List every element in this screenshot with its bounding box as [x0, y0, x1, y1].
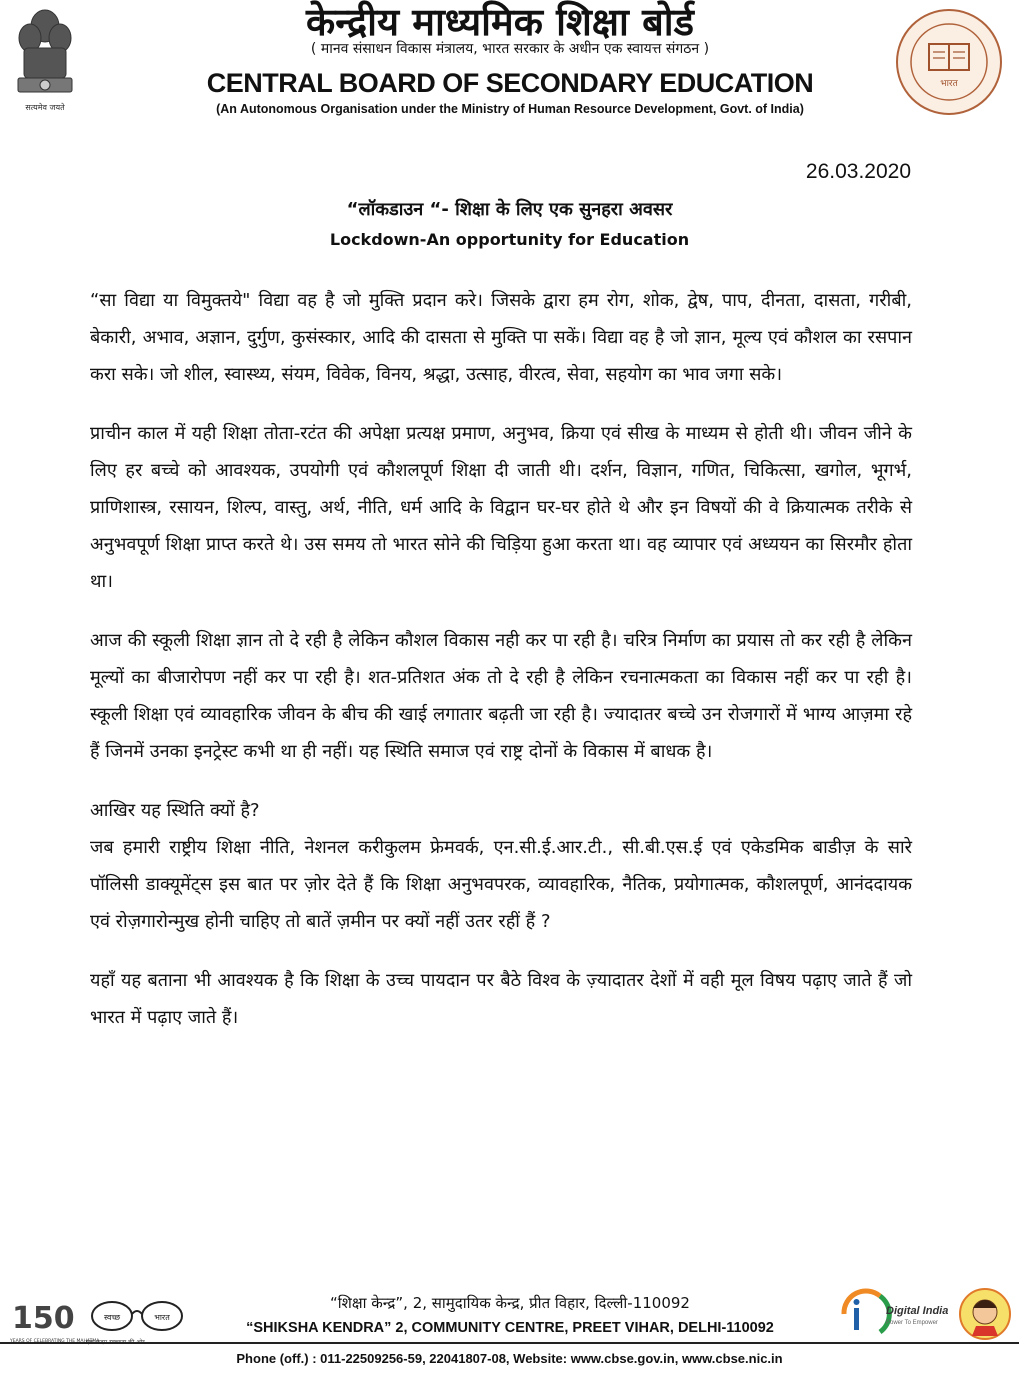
board-subtitle-english: (An Autonomous Organisation under the Ministry of Human Resource Development, Govt. of India) — [216, 102, 804, 116]
gandhi-150-years-logo-icon — [8, 1290, 74, 1350]
article-title-english: Lockdown-An opportunity for Education — [329, 230, 690, 249]
national-emblem-icon — [10, 4, 80, 122]
cbse-seal-icon — [893, 6, 1005, 118]
logo-150-number: 150 — [12, 1301, 75, 1336]
paragraph: प्राचीन काल में यही शिक्षा तोता-रटंत की अपेक्षा प्रत्यक्ष प्रमाण, अनुभव, क्रिया एवं सीख के माध्यम से होती थी। जीवन जीने के लिए हर बच्चे को आवश्यक, उपयोगी एवं कौशलपूर्ण शिक्षा दी जाती थी। दर्शन, विज्ञान, गणित, चिकित्सा, खगोल, भूगर्भ, प्राणिशास्त्र, रसायन, शिल्प, वास्तु, अर्थ, नीति, धर्म आदि के विद्वान घर-घर होते थे और इन विषयों की वे क्रियात्मक तरीके से अनुभवपूर्ण शिक्षा प्राप्त करते थे। उस समय तो भारत सोने की चिड़िया हुआ करता था। वह व्यापार एवं अध्ययन का सिरमौर होता था। — [90, 423, 912, 592]
letter-date: 26.03.2020 — [805, 160, 911, 183]
board-name-hindi: केन्द्रीय माध्यमिक शिक्षा बोर्ड — [306, 0, 694, 44]
swachh-left-text: स्वच्छ — [103, 1313, 121, 1322]
letterhead-footer — [0, 1270, 1019, 1376]
swachh-right-text: भारत — [154, 1313, 170, 1322]
digital-india-text: Digital India — [886, 1305, 949, 1317]
article-body — [90, 282, 912, 1058]
footer-divider — [0, 1342, 1019, 1344]
paragraph: जब हमारी राष्ट्रीय शिक्षा नीति, नेशनल करीकुलम फ्रेमवर्क, एन.सी.ई.आर.टी., सी.बी.एस.ई एवं एकेडमिक बाडीज़ के सारे पॉलिसी डाक्यूमेंट्स इस बात पर ज़ोर देते हैं कि शिक्षा अनुभवपरक, व्यावहारिक, नैतिक, प्रयोगात्मक, कौशलपूर्ण, आनंददायक एवं रोज़गारोन्मुख होनी चाहिए तो बातें ज़मीन पर क्यों नहीं उतर रहीं हैं ? — [90, 837, 912, 932]
paragraph-question: आखिर यह स्थिति क्यों है? — [90, 800, 260, 821]
letterhead — [0, 0, 1019, 130]
paragraph: “सा विद्या या विमुक्तये" विद्या वह है जो मुक्ति प्रदान करे। जिसके द्वारा हम रोग, शोक, द्वेष, पाप, दीनता, दासता, गरीबी, बेकारी, अभाव, अज्ञान, दुर्गुण, कुसंस्कार, आदि की दासता से मुक्ति पा सकें। विद्या वह है जो ज्ञान, मूल्य एवं कौशल का रसपान करा सके। जो शील, स्वास्थ्य, संयम, विवेक, विनय, श्रद्धा, उत्साह, वीरत्व, सेवा, सहयोग का भाव जगा सके। — [90, 290, 912, 385]
paragraph: आज की स्कूली शिक्षा ज्ञान तो दे रही है लेकिन कौशल विकास नही कर पा रही है। चरित्र निर्माण का प्रयास तो कर रही है लेकिन मूल्यों का बीजारोपण नहीं कर पा रही है। शत-प्रतिशत अंक तो दे रही है लेकिन रचनात्मकता का विकास नहीं कर पा रही है। स्कूली शिक्षा एवं व्यावहारिक जीवन के बीच की खाई लगातार बढ़ती जा रही है। ज्यादातर बच्चे उन रोजगारों में भाग्य आज़मा रहे हैं जिनमें उनका इनट्रेस्ट कभी था ही नहीं। यह स्थिति समाज एवं राष्ट्र दोनों के विकास में बाधक है। — [90, 630, 912, 762]
board-name-english: CENTRAL BOARD OF SECONDARY EDUCATION — [206, 68, 814, 98]
article-title-hindi: “लॉकडाउन “- शिक्षा के लिए एक सुनहरा अवसर — [346, 199, 673, 220]
paragraph: यहाँ यह बताना भी आवश्यक है कि शिक्षा के उच्च पायदान पर बैठे विश्व के ज़्यादातर देशों में वही मूल विषय पढ़ाए जाते हैं जो भारत में पढ़ाए जाते हैं। — [90, 970, 912, 1028]
emblem-motto: सत्यमेव जयते — [25, 103, 65, 112]
address-english: “SHIKSHA KENDRA” 2, COMMUNITY CENTRE, PREET VIHAR, DELHI-110092 — [246, 1320, 774, 1336]
board-subtitle-hindi: ( मानव संसाधन विकास मंत्रालय, भारत सरकार के अधीन एक स्वायत्त संगठन ) — [310, 41, 710, 57]
girl-mascot-icon — [958, 1286, 1012, 1346]
address-hindi: “शिक्षा केन्द्र”, 2, सामुदायिक केन्द्र, प्रीत विहार, दिल्ली-110092 — [330, 1294, 690, 1312]
digital-india-tagline: Power To Empower — [886, 1320, 938, 1326]
contact-info: Phone (off.) : 011-22509256-59, 22041807-08, Website: www.cbse.gov.in, www.cbse.nic.in — [236, 1351, 783, 1366]
seal-text: भारत — [940, 79, 958, 89]
